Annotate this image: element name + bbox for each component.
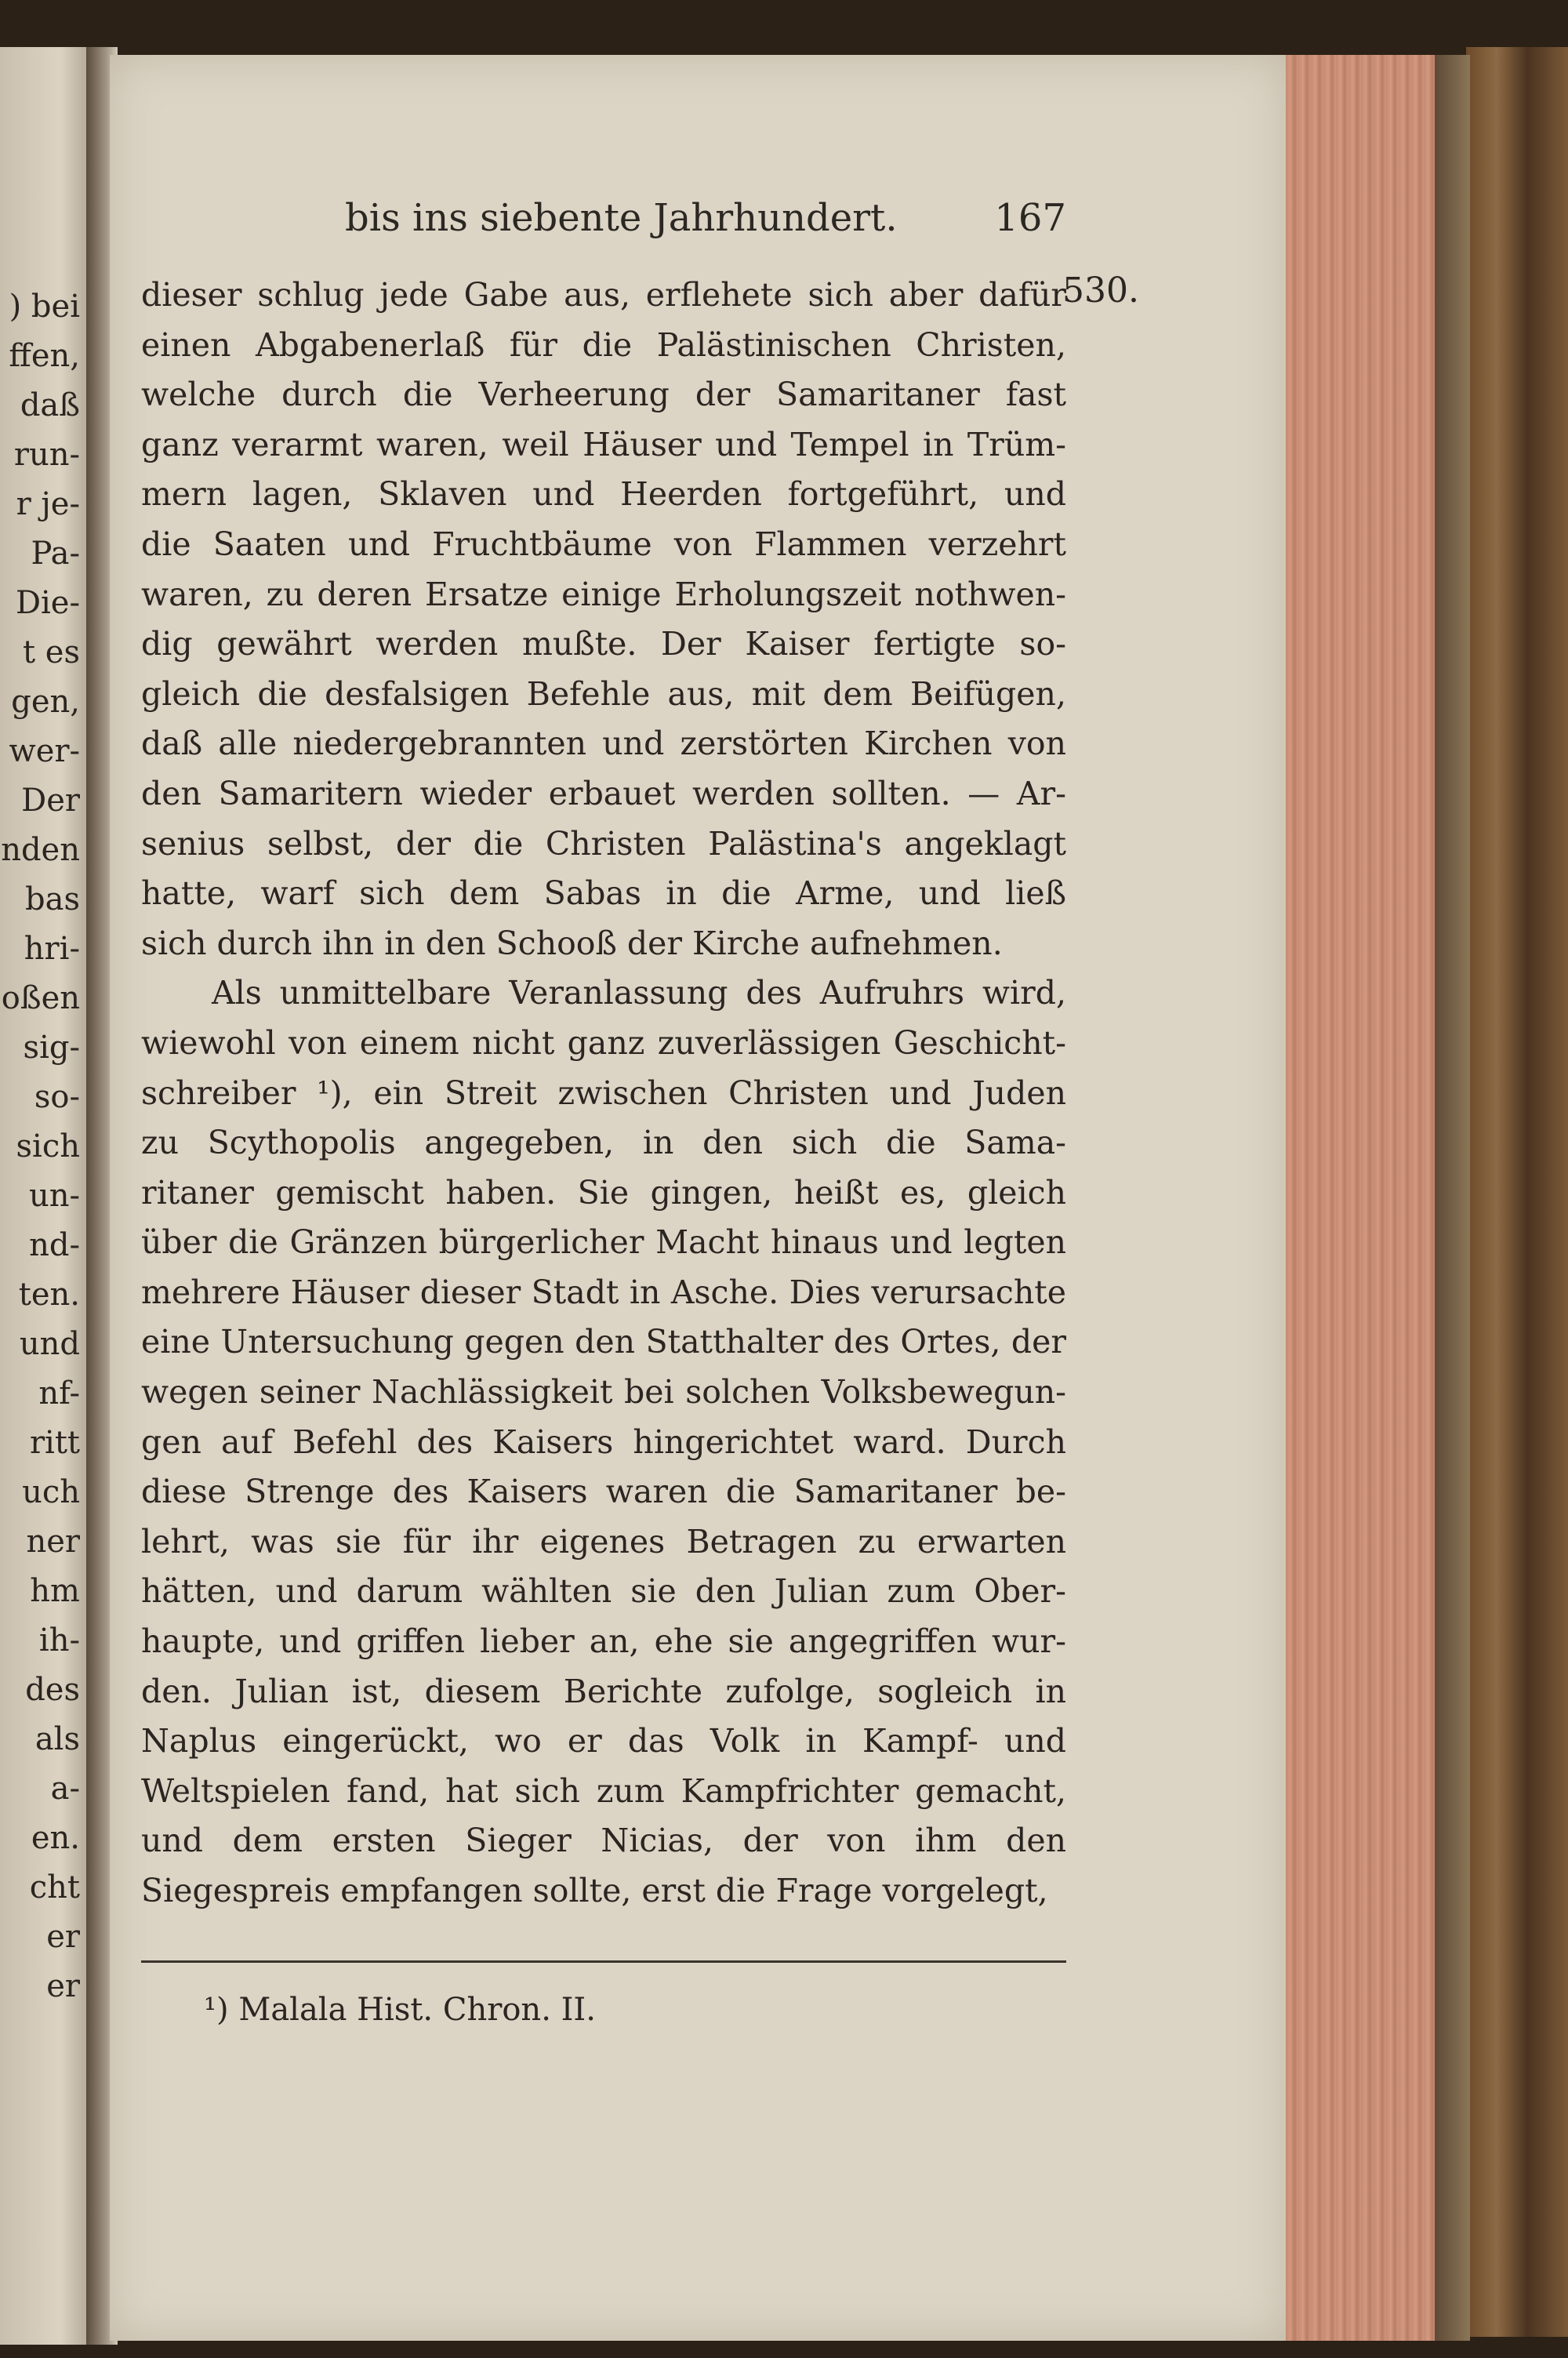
- left-page-fragment: des: [25, 1672, 80, 1708]
- text-line: Weltspielen fand, hat sich zum Kampfrichter gemacht,: [141, 1771, 1066, 1810]
- left-page-fragment: en.: [31, 1820, 80, 1856]
- left-page-fragment: sig-: [23, 1030, 80, 1066]
- text-line: über die Gränzen bürgerlicher Macht hinaus und legten: [141, 1223, 1066, 1262]
- left-page-fragment: uch: [22, 1474, 80, 1510]
- text-line: Als unmittelbare Veranlassung des Aufruhrs wird,: [212, 974, 1066, 1012]
- text-line: einen Abgabenerlaß für die Palästinischen Christen,: [141, 325, 1066, 364]
- text-line: Naplus eingerückt, wo er das Volk in Kampf- und: [141, 1722, 1066, 1760]
- left-page-fragment: sich: [16, 1128, 80, 1164]
- text-line: dig gewährt werden mußte. Der Kaiser fertigte so-: [141, 625, 1066, 663]
- text-line: dieser schlug jede Gabe aus, erflehete sich aber dafür: [141, 276, 1066, 314]
- left-page-fragment: ten.: [18, 1277, 80, 1313]
- left-page-text-fragments: [0, 282, 86, 2011]
- text-line: hatte, warf sich dem Sabas in die Arme, und ließ: [141, 874, 1066, 913]
- left-page-fragment: nden: [1, 832, 80, 868]
- text-line: mehrere Häuser dieser Stadt in Asche. Dies verursachte: [141, 1273, 1066, 1311]
- text-line: zu Scythopolis angegeben, in den sich die Sama-: [141, 1124, 1066, 1162]
- text-line: lehrt, was sie für ihr eigenes Betragen zu erwarten: [141, 1522, 1066, 1560]
- text-line: ganz verarmt waren, weil Häuser und Tempel in Trüm-: [141, 425, 1066, 463]
- text-line: welche durch die Verheerung der Samaritaner fast: [141, 376, 1066, 414]
- footnote: ¹) Malala Hist. Chron. II.: [204, 1992, 596, 2028]
- left-page-fragment: cht: [29, 1869, 80, 1906]
- text-line: gen auf Befehl des Kaisers hingerichtet ward. Durch: [141, 1422, 1066, 1461]
- margin-year-note: 530.: [1062, 271, 1139, 311]
- text-line: wegen seiner Nachlässigkeit bei solchen Volksbewegun-: [141, 1373, 1066, 1412]
- left-page-fragment: r je-: [16, 486, 80, 522]
- left-page-fragment: oßen: [1, 980, 80, 1016]
- left-page-fragment: so-: [34, 1079, 80, 1115]
- left-page-fragment: gen,: [11, 684, 80, 720]
- text-line: senius selbst, der die Christen Palästina's angeklagt: [141, 824, 1066, 863]
- page-fore-edge: [1286, 55, 1435, 2341]
- left-page-fragment: ner: [26, 1524, 80, 1560]
- left-page-fragment: ffen,: [9, 338, 80, 374]
- left-page-fragment: ) bei: [9, 289, 80, 325]
- left-page-fragment: er: [46, 1968, 80, 2004]
- text-line: haupte, und griffen lieber an, ehe sie angegriffen wur-: [141, 1622, 1066, 1661]
- text-line: den Samaritern wieder erbauet werden sollten. — Ar-: [141, 774, 1066, 812]
- text-line: waren, zu deren Ersatze einige Erholungszeit nothwen-: [141, 575, 1066, 613]
- left-page-fragment: er: [46, 1919, 80, 1955]
- text-line: hätten, und darum wählten sie den Julian zum Ober-: [141, 1572, 1066, 1611]
- text-line: mern lagen, Sklaven und Heerden fortgeführt, und: [141, 475, 1066, 514]
- left-page-fragment: run-: [13, 437, 80, 473]
- page-header: [345, 196, 1066, 251]
- running-title: bis ins siebente Jahrhundert.: [345, 196, 898, 240]
- text-line: den. Julian ist, diesem Berichte zufolge, sogleich in: [141, 1672, 1066, 1710]
- left-page-fragment: Pa-: [31, 536, 80, 572]
- left-page-fragment: bas: [25, 881, 80, 917]
- left-page: [0, 47, 86, 2345]
- text-line: diese Strenge des Kaisers waren die Samaritaner be-: [141, 1473, 1066, 1511]
- left-page-fragment: Die-: [15, 585, 80, 621]
- binding-edge: [1435, 55, 1470, 2341]
- text-line: daß alle niedergebrannten und zerstörten Kirchen von: [141, 725, 1066, 763]
- text-line: gleich die desfalsigen Befehle aus, mit dem Beifügen,: [141, 674, 1066, 713]
- body-text: [141, 271, 1066, 1917]
- left-page-fragment: nf-: [38, 1375, 80, 1412]
- text-line: wiewohl von einem nicht ganz zuverlässigen Geschicht-: [141, 1023, 1066, 1062]
- left-page-fragment: hm: [30, 1573, 80, 1609]
- text-line: ritaner gemischt haben. Sie gingen, heißt es, gleich: [141, 1173, 1066, 1212]
- text-line: schreiber ¹), ein Streit zwischen Christen und Juden: [141, 1074, 1066, 1112]
- text-line: die Saaten und Fruchtbäume von Flammen verzehrt: [141, 525, 1066, 563]
- book-cover-edge: [1466, 47, 1568, 2337]
- left-page-fragment: als: [34, 1721, 80, 1757]
- left-page-fragment: wer-: [9, 733, 80, 769]
- left-page-fragment: t es: [23, 634, 80, 670]
- left-page-fragment: daß: [20, 387, 80, 423]
- left-page-fragment: a-: [50, 1771, 80, 1807]
- left-page-fragment: un-: [28, 1178, 80, 1214]
- left-page-fragment: hri-: [24, 931, 80, 967]
- left-page-fragment: nd-: [29, 1227, 80, 1263]
- left-page-fragment: und: [19, 1326, 80, 1362]
- left-page-fragment: Der: [21, 783, 80, 819]
- left-page-fragment: ritt: [29, 1425, 80, 1461]
- left-page-fragment: ih-: [38, 1622, 80, 1659]
- footnote-rule: [141, 1960, 1066, 1963]
- text-line: eine Untersuchung gegen den Statthalter des Ortes, der: [141, 1323, 1066, 1361]
- page-number: 167: [994, 196, 1066, 240]
- text-line: sich durch ihn in den Schooß der Kirche aufnehmen.: [141, 924, 1003, 962]
- text-line: und dem ersten Sieger Nicias, der von ihm den: [141, 1822, 1066, 1860]
- text-line: Siegespreis empfangen sollte, erst die Frage vorgelegt,: [141, 1872, 1048, 1909]
